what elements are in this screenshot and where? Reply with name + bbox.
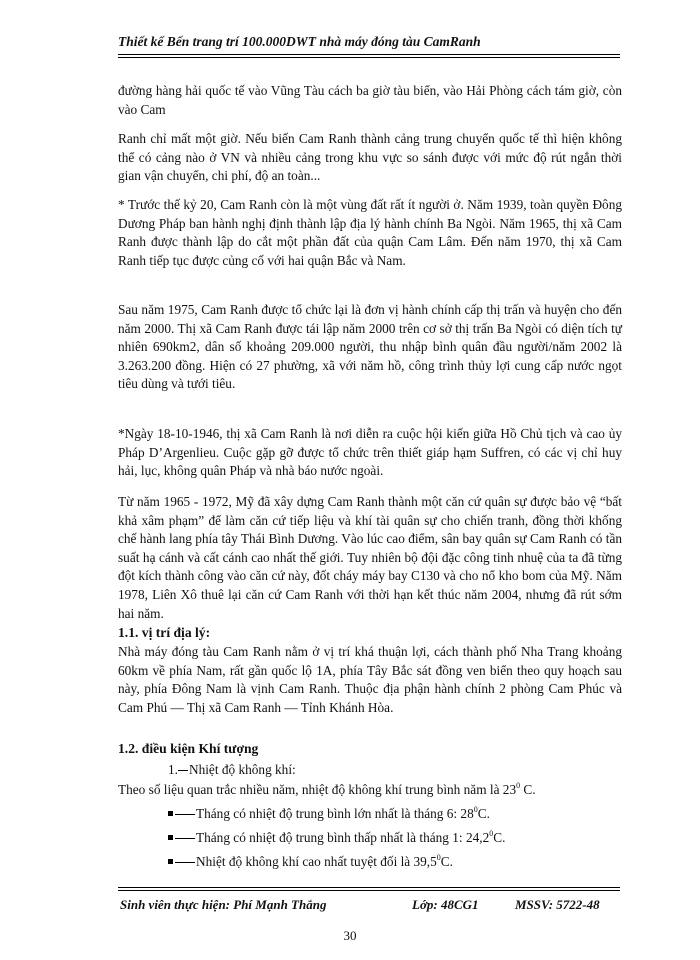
bullet-icon (168, 811, 173, 816)
degree-sup: 0 (436, 853, 441, 862)
underline-mark (175, 838, 195, 839)
list-item-label: Nhiệt độ không khí: (188, 762, 296, 777)
bullet-icon (168, 835, 173, 840)
bullet-text: Nhiệt độ không khí cao nhất tuyệt đối là 39,5 (196, 854, 437, 869)
section-heading-location: 1.1. vị trí địa lý: (118, 625, 211, 640)
header-rule (118, 54, 620, 58)
bullet-unit: C. (477, 806, 490, 821)
intro-unit: C. (520, 782, 536, 797)
bullet-unit: C. (440, 854, 453, 869)
bullet-item-absolute-max (168, 854, 453, 870)
paragraph-5: *Ngày 18-10-1946, thị xã Cam Ranh là nơi diễn ra cuộc hội kiến giữa Hồ Chủ tịch và cao ủy Pháp D’Argenlieu. Cuộc gặp gỡ được tổ chức trên thiết giáp hạm Suffren, có các vị chỉ huy hải, lục, không quân Pháp và nhà báo nước ngoài. (118, 426, 622, 479)
bullet-text: Tháng có nhiệt độ trung bình lớn nhất là tháng 6: 28 (196, 806, 474, 821)
degree-sup: 0 (516, 781, 521, 790)
paragraph-4: Sau năm 1975, Cam Ranh được tổ chức lại là đơn vị hành chính cấp thị trấn và huyện cho đến năm 2000. Thị xã Cam Ranh được tái lập năm 2000 trên cơ sở thị trấn Ba Ngòi có diện tích tự nhiên 690km2, dân số khoảng 209.000 người, thu nhập bình quân đầu người/năm 2002 là 3.263.200 đồng. Hiện có 27 phường, xã với năm hồ, công trình thủy lợi cung cấp nước ngọt tiêu dùng và tưới tiêu. (118, 302, 622, 392)
footer-class: Lớp: 48CG1 (412, 897, 479, 912)
list-item-air-temperature (168, 762, 296, 778)
underline-mark (175, 814, 195, 815)
underline-mark (175, 862, 195, 863)
temperature-intro (118, 782, 536, 798)
degree-sup: 0 (489, 829, 494, 838)
footer-student-id: MSSV: 5722-48 (515, 897, 600, 912)
document-header-title: Thiết kế Bến trang trí 100.000DWT nhà máy đóng tàu CamRanh (118, 34, 481, 49)
footer-rule (118, 887, 620, 891)
bullet-item-max-month (168, 806, 490, 822)
list-number: 1. (168, 762, 178, 777)
bullet-text: Tháng có nhiệt độ trung bình thấp nhất là tháng 1: 24,2 (196, 830, 490, 845)
bullet-unit: C. (493, 830, 506, 845)
intro-text: Theo số liệu quan trắc nhiều năm, nhiệt độ không khí trung bình năm là 23 (118, 782, 517, 797)
paragraph-2: Ranh chỉ mất một giờ. Nếu biến Cam Ranh thành cảng trung chuyển quốc tế thì hiện không thể có cảng nào ở VN và nhiều cảng trong khu vực so sánh được với mức độ rút ngắn thời gian vận chuyển, chi phí, độ an toàn... (118, 131, 622, 184)
paragraph-1: đường hàng hải quốc tế vào Vũng Tàu cách ba giờ tàu biển, vào Hải Phòng cách tám giờ, còn vào Cam (118, 83, 622, 117)
paragraph-3: * Trước thế kỷ 20, Cam Ranh còn là một vùng đất rất ít người ở. Năm 1939, toàn quyền Đông Dương Pháp ban hành nghị định thành lập địa lý hành chính Ba Ngòi. Năm 1965, thị xã Cam Ranh được thành lập do cắt một phần đất của quận Cam Lâm. Đến năm 1970, thị xã Cam Ranh tiếp tục được củng cố với hai quận Bắc và Nam. (118, 197, 622, 268)
section-location-body: Nhà máy đóng tàu Cam Ranh nằm ở vị trí khá thuận lợi, cách thành phố Nha Trang khoảng 60km về phía Nam, rất gần quốc lộ 1A, phía Tây Bắc sát đồng ven biển theo quy hoạch sau này, phía Đông Nam là vịnh Cam Ranh. Thuộc địa phận hành chính 2 phòng Cam Phúc và Cam Phú — Thị xã Cam Ranh — Tỉnh Khánh Hòa. (118, 644, 622, 715)
footer-student: Sinh viên thực hiện: Phí Mạnh Thắng (120, 897, 327, 912)
degree-sup: 0 (473, 805, 478, 814)
page-number: 30 (343, 928, 357, 943)
bullet-icon (168, 859, 173, 864)
underline-mark (178, 770, 188, 771)
section-heading-weather: 1.2. điều kiện Khí tượng (118, 741, 259, 756)
bullet-item-min-month (168, 830, 505, 846)
paragraph-6: Từ năm 1965 - 1972, Mỹ đã xây dựng Cam Ranh thành một căn cứ quân sự được bảo vệ “bất khả xâm phạm” để làm căn cứ tiếp liệu và khí tài quân sự cho chiến tranh, đồng thời khống chế hành lang phía tây Thái Bình Dương. Vào lúc cao điểm, sân bay quân sự Cam Ranh có tần suất hạ cánh và cất cánh cao nhất thế giới. Tuy nhiên bộ đội đặc công tinh nhuệ của ta đã từng đột kích thành công vào căn cứ này, đốt cháy máy bay C130 và cho nổ kho bom của Mỹ. Năm 1978, Liên Xô thuê lại căn cứ Cam Ranh với thời hạn kết thúc năm 2004, nhưng đã rút sớm hai năm. (118, 494, 622, 621)
